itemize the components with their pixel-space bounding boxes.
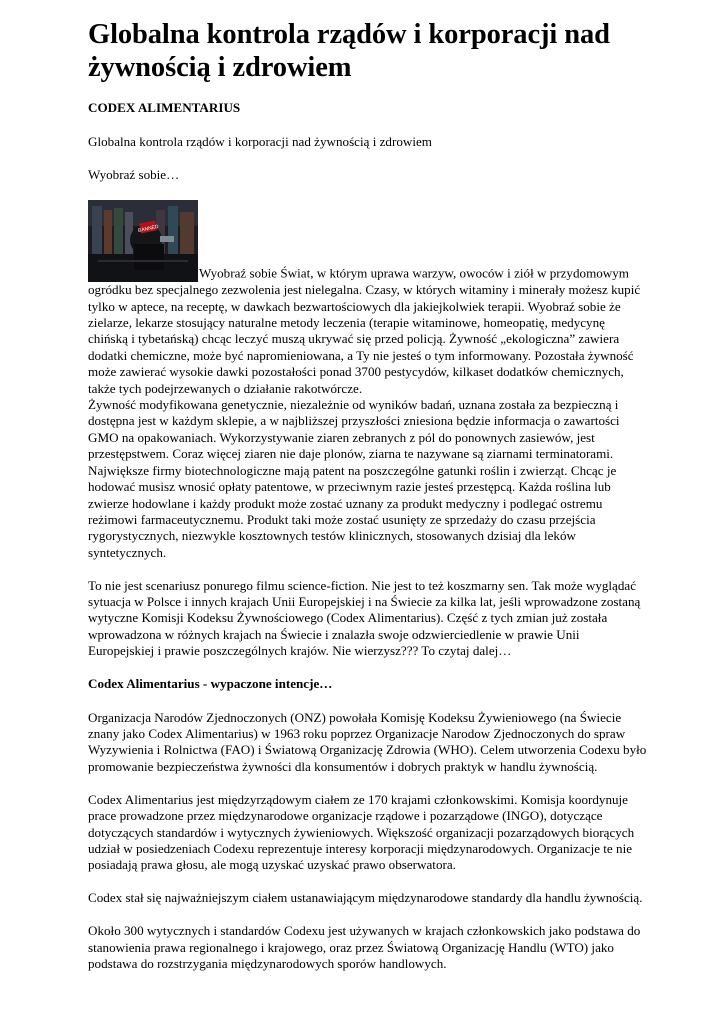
intro-line: Globalna kontrola rządów i korporacji nad żywnością i zdrowiem — [88, 134, 432, 150]
photo-banner-image — [88, 200, 198, 282]
paragraph-with-photo — [88, 200, 648, 397]
paragraph-1: Wyobraź sobie Świat, w którym uprawa warzyw, owoców i ziół w przydomowym ogródku bez specjalnego zezwolenia jest nielegalna. Czasy, w których witaminy i minerały możesz kupić tylko w aptece, na receptę, w dawkach bezwartościowych dla jakiejkolwiek terapii. Wyobraź sobie że zielarze, lekarze stosujący naturalne metody leczenia (terapie witaminowe, homeopatię, medycynę chińską i tybetańską) chcąc leczyć muszą ukrywać się przed policją. Żywność „ekologiczna” zawiera dodatki chemiczne, może być napromieniowana, a Ty nie jesteś o tym informowany. Pozostała żywność może zawierać wysokie dawki pozostałości ponad 3700 pestycydów, kilkaset dodatków chemicznych, także tych podejrzewanych o działanie rakotwórcze. — [88, 265, 641, 396]
section-heading: Codex Alimentarius - wypaczone intencje… — [88, 676, 333, 692]
section-paragraph-2: Codex Alimentarius jest międzyrządowym ciałem ze 170 krajami członkowskimi. Komisja koordynuje prace prowadzone przez międzynarodowe organizacje rządowe i pozarządowe (INGO), dotyczące dotyczących standardów i wytycznych żywieniowych. Większość organizacji pozarządowych biorących udział w posiedzeniach Codexu reprezentuje interesy korporacji międzynarodowych. Organizacje te nie posiadają prawa głosu, ale mogą uzyskać uzyskać prawo obserwatora. — [88, 791, 635, 873]
paragraph-2: Żywność modyfikowana genetycznie, niezależnie od wyników badań, uznana została za bezpieczną i dostępna jest w każdym sklepie, a w najbliższej przyszłości zniesiona będzie informacja o zawartości GMO na opakowaniach. Wykorzystywanie ziaren zebranych z pól do ponownych zasiewów, jest przestępstwem. Coraz więcej ziaren nie daje plonów, ziarna te nazywane są ziarnami terminatorami. Największe firmy biotechnologiczne mają patent na poszczególne gatunki roślin i zwierząt. Chcąc je hodować musisz wnosić opłaty patentowe, w przeciwnym razie jesteś przestępcą. Każda roślina lub zwierze hodowlane i każdy produkt może zostać uznany za produkt medyczny i podlegać ostremu reżimowi farmaceutycznemu. Produkt taki może zostać usunięty ze sprzedaży do czasu przejścia rygorystycznych, niezwykle kosztownych testów klinicznych, stosowanych dzisiaj dla leków syntetycznych. — [88, 397, 620, 560]
banner-text: BANNED — [137, 224, 160, 235]
page-title: Globalna kontrola rządów i korporacji nad żywnością i zdrowiem — [88, 19, 610, 83]
imagine-line: Wyobraź sobie… — [88, 167, 180, 183]
document-page — [88, 18, 648, 989]
paragraph-3: To nie jest scenariusz ponurego filmu science-fiction. Nie jest to też koszmarny sen. Tak może wyglądać sytuacja w Polsce i innych krajach Unii Europejskiej i na Świecie za kilka lat, jeśli wprowadzone zostaną wytyczne Komisji Kodeksu Żywnościowego (Codex Alimentarius). Część z tych zmian już została wprowadzona w różnych krajach na Świecie i znalazła swoje odzwierciedlenie w prawie Unii Europejskiej i prawie poszczególnych krajów. Nie wierzysz??? To czytaj dalej… — [88, 577, 641, 659]
section-paragraph-1: Organizacja Narodów Zjednoczonych (ONZ) powołała Komisję Kodeksu Żywieniowego (na Świecie znany jako Codex Alimentarius) w 1963 roku poprzez Organizacje Narodow Zjednoczonych do spraw Wyzywienia i Rolnictwa (FAO) i Światową Organizację Zdrowia (WHO). Celem utworzenia Codexu było promowanie bezpieczeństwa żywności dla konsumentów i dobrych praktyk w handlu żywnością. — [88, 709, 647, 774]
section-paragraph-4: Około 300 wytycznych i standardów Codexu jest używanych w krajach członkowskich jako podstawa do stanowienia prawa regionalnego i krajowego, oraz przez Światową Organizację Handlu (WTO) jako podstawa do rozstrzygania międzynarodowych sporów handlowych. — [88, 923, 641, 971]
subheading: CODEX ALIMENTARIUS — [88, 100, 241, 115]
section-paragraph-3: Codex stał się najważniejszym ciałem ustanawiającym międzynarodowe standardy dla handlu żywnością. — [88, 890, 643, 906]
